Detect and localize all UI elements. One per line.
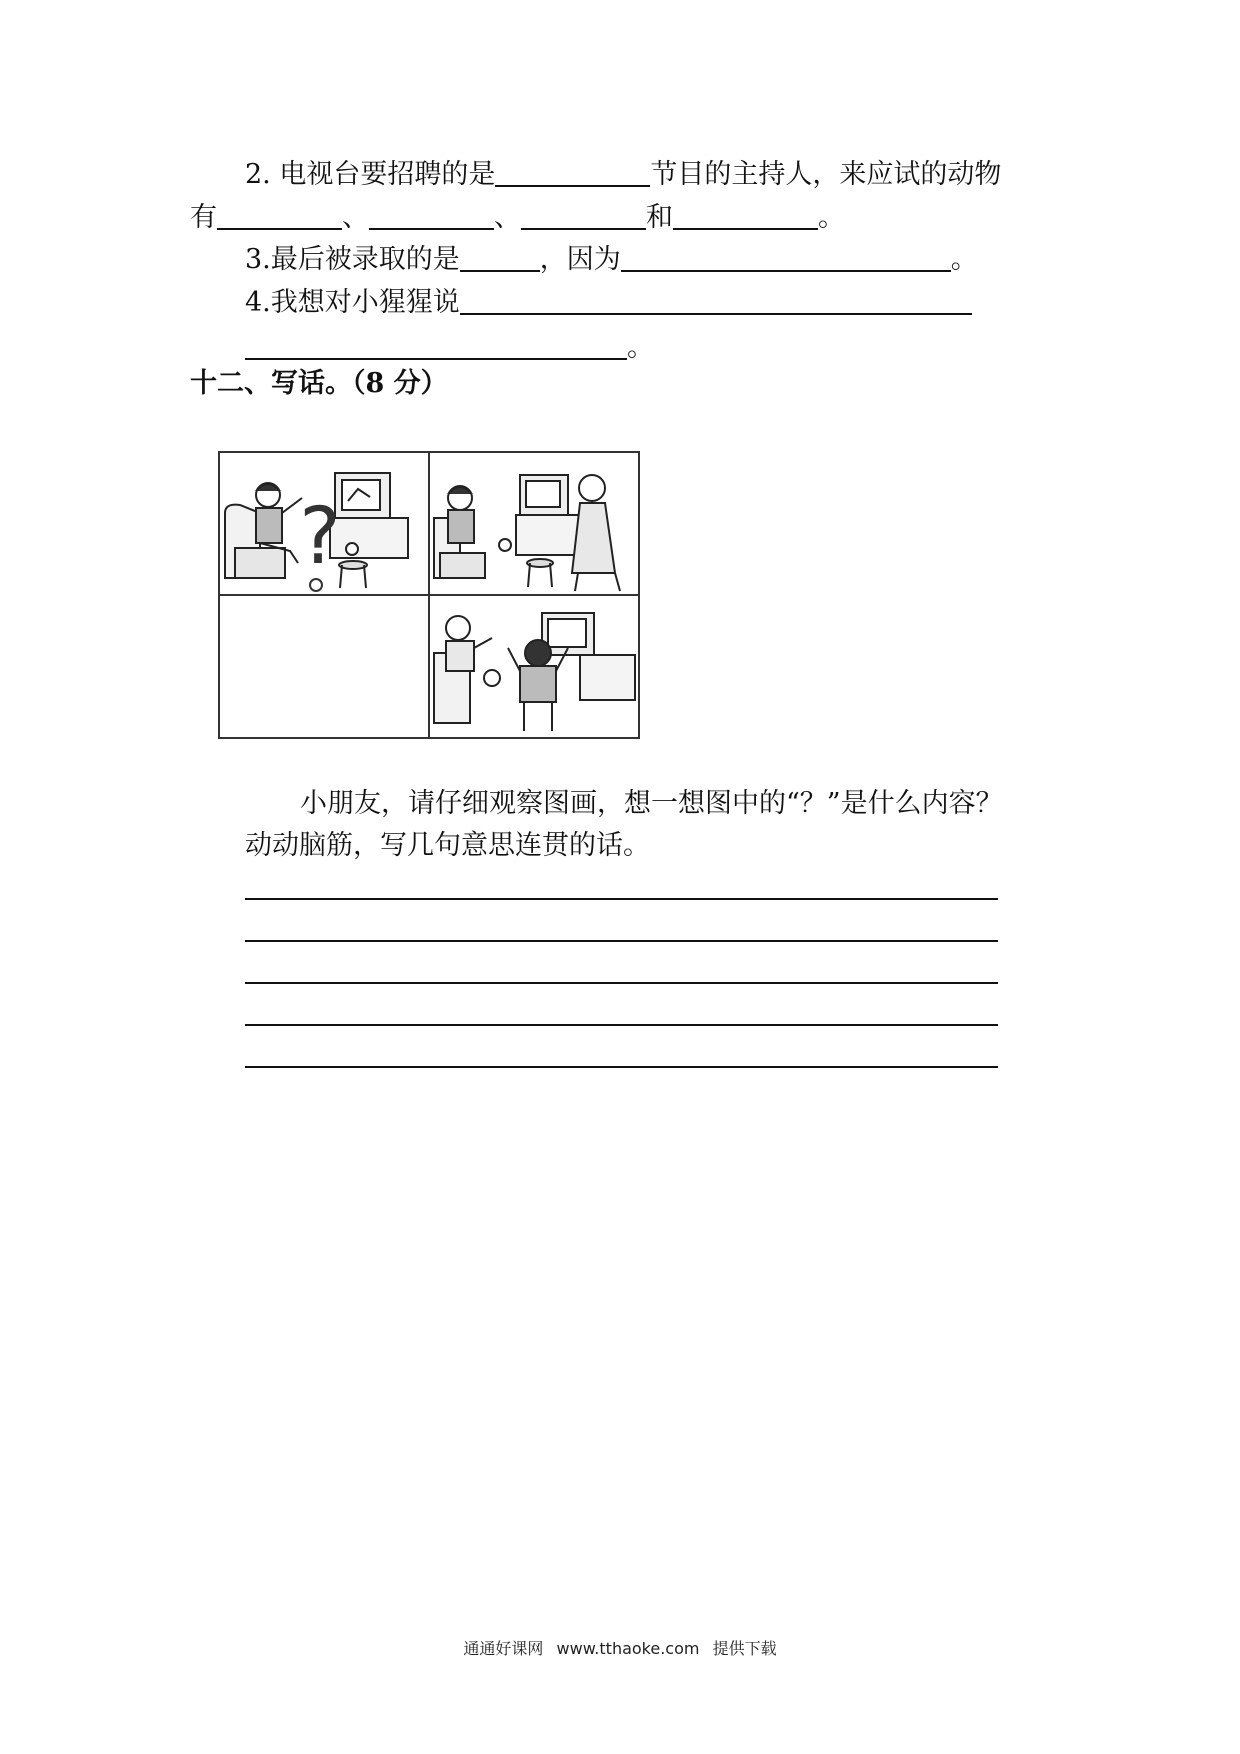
q2-blank-program[interactable]	[495, 155, 650, 187]
q2-blank-animal-1[interactable]	[217, 198, 342, 230]
q2-and: 和	[646, 202, 673, 233]
q2-sep-2: 、	[494, 202, 521, 233]
q2-end: 。	[818, 202, 845, 233]
q2-sep-1: 、	[342, 202, 369, 233]
q4-end: 。	[627, 332, 654, 363]
section-12-title: 十二、写话。（8 分）	[190, 368, 448, 399]
q4-text-1: 4.我想对小猩猩说	[245, 287, 460, 318]
panel-2-grandma-enters	[434, 475, 620, 591]
footer-url[interactable]: www.tthaoke.com	[556, 1639, 700, 1658]
footer-site-name: 通通好课网	[463, 1639, 544, 1658]
q2-text-2: 节目的主持人，来应试的动物	[650, 159, 1002, 190]
q3-text-1: 3.最后被录取的是	[245, 244, 460, 275]
writing-line-1[interactable]	[245, 898, 998, 900]
q4-line-2	[245, 328, 654, 368]
q2-line-1	[245, 155, 1001, 195]
q3-blank-winner[interactable]	[460, 240, 540, 272]
q3-end: 。	[950, 244, 978, 275]
writing-line-3[interactable]	[245, 982, 998, 984]
footer-suffix: 提供下载	[712, 1639, 777, 1658]
q2-line-2	[190, 198, 845, 238]
comic-illustration	[220, 453, 638, 737]
q3-blank-reason[interactable]	[621, 240, 951, 272]
q3-text-2: ，因为	[539, 244, 621, 275]
panel-4-watching-together	[434, 613, 635, 731]
page-footer	[0, 1636, 1240, 1659]
q2-text-1: 2. 电视台要招聘的是	[245, 159, 496, 190]
comic-strip	[218, 451, 640, 739]
q2-text-3: 有	[190, 202, 217, 233]
writing-line-5[interactable]	[245, 1066, 998, 1068]
writing-line-4[interactable]	[245, 1024, 998, 1026]
q4-blank-2[interactable]	[245, 328, 627, 360]
panel-3-question-mark: ?	[299, 492, 341, 582]
prompt-line-2: 动动脑筋，写几句意思连贯的话。	[245, 830, 650, 861]
q2-blank-animal-3[interactable]	[521, 198, 646, 230]
writing-line-2[interactable]	[245, 940, 998, 942]
q4-line-1	[245, 283, 972, 323]
q3-line	[245, 240, 978, 280]
q2-blank-animal-2[interactable]	[369, 198, 494, 230]
q2-blank-animal-4[interactable]	[673, 198, 818, 230]
q4-blank-1[interactable]	[460, 283, 972, 315]
prompt-line-1: 小朋友，请仔细观察图画，想一想图中的“？”是什么内容？	[300, 788, 1003, 819]
